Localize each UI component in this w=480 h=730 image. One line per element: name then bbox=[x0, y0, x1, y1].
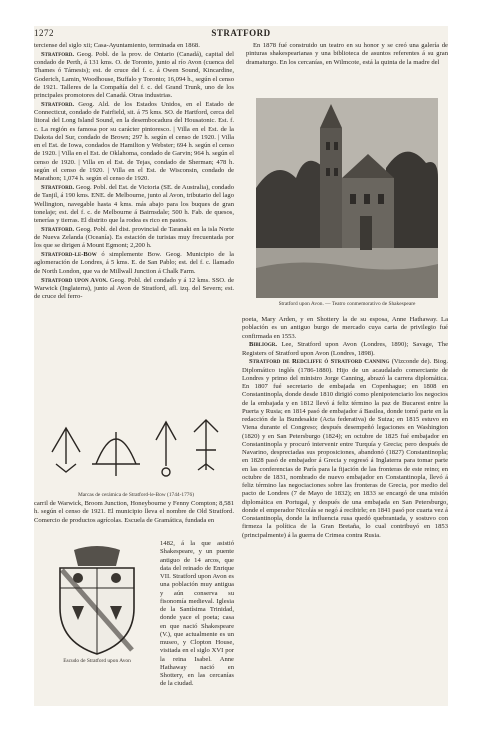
column-right-upper bbox=[246, 42, 448, 98]
entry-paragraph: poeta, Mary Arden, y en Shottery la de su esposa, Anne Hathaway. La población es un antiguo burgo de mercado cuya carta de privilegio fué confirmada en 1553. bbox=[242, 316, 448, 340]
column-left-narrow bbox=[160, 540, 234, 702]
theatre-photo bbox=[256, 98, 438, 298]
page-title: STRATFORD bbox=[211, 28, 271, 38]
entry-paragraph: En 1878 fué construido un teatro en su honor y se creó una galería de pinturas shakespearianas y una biblioteca de asuntos referentes á su gran dramaturgo. En los cercanías, en Wilmcote, está la quinta de la madre del bbox=[246, 42, 448, 66]
entry-paragraph: Stratford-le-Bow ó simplemente Bow. Geog. Municipio de la aglomeración de Londres, á 5 kms. E. de San Pablo; est. del f. c. llamado de North London, que va de Millwall Junction á Chalk Farm. bbox=[34, 251, 234, 275]
column-right-lower bbox=[242, 316, 448, 702]
encyclopedia-page bbox=[34, 26, 448, 706]
page-header bbox=[34, 28, 448, 40]
entry-paragraph: Bibliogr. Lee, Stratford upon Avon (Londres, 1890); Savage, The Registers of Stratford upon Avon (Londres, 1898). bbox=[242, 341, 448, 357]
page-number: 1272 bbox=[34, 28, 54, 38]
coat-of-arms-figure bbox=[52, 546, 142, 656]
entry-paragraph: Stratford. Geog. Pobl. del Est. de Victoria (SE. de Australia), condado de Tanjil, á 190 kms. ENE. de Melbourne, junto al Avon, tributario del lago Wellington, navegable hasta 4 kms. más abajo para los buques de gran tonelaje; est. del f. c. de Melbourne á Bairnsdale; 500 h. Fab. de quesos, tenerías y tierras. El distrito que la rodea es rico en pastos. bbox=[34, 184, 234, 225]
entry-paragraph: Stratford de Redcliffe ó Stratford Canning (Vizconde de). Biog. Diplomático inglés (1786-1880). Hijo de un acaudalado comerciante de Londres y primo del ministro Jorge Canning, abrazó la carrera diplomática. En 1807 fué secretario de embajada en Copenhague; en 1808 en Constantinopla, donde desde 1810 dirigió como plenipotenciario los negocios de la embajada y en 1812 llevó á feliz término la paz de Bucarest entre la Puerta y Rusia; en 1814 pasó de embajador á Basilea, donde tomó parte en la redacción de la Bundesakte (Acta federativa) de Suiza; en 1815 estuvo en Viena durante el Congreso; después desempeñó legaciones en Washington (1820) y en San Petersburgo (1824); en octubre de 1825 fué embajador en Constantinopla y procuró intervenir entre Turquía y Grecia; pero después de Navarino, despreciadas sus proposiciones, abandonó (1827) Constantinopla; en 1828 pasó de embajador á Grecia y regresó á Inglaterra para tomar parte en las conferencias de París para la fijación de las fronteras de este reino; en octubre de 1831, nombrado de nuevo embajador en Constantinopla, llevó á feliz término las negociaciones sobre las fronteras de Grecia, por medio del pacto de Londres (7 de Mayo de 1832); en 1833 se encargó de una misión diplomática en Portugal, y después de una embajada en San Petersburgo, donde el emperador Nicolás se negó á recibirle; en 1841 pasó por cuarta vez á Constantinopla, donde la influencia rusa quedó quebrantada, y sostuvo con firmeza la política de la Gran Bretaña, lo cual contribuyó en 1853 (principalmente) á la guerra de Crimea contra Rusia. bbox=[242, 358, 448, 539]
entry-paragraph: Stratford upon Avon. Geog. Pobl. del condado y á 12 kms. SSO. de Warwick (Inglaterra), junto al Avon de Stratford, afl. izq. del Severn; est. de cruce del ferro- bbox=[34, 276, 234, 301]
entry-paragraph: terciense del siglo xii; Casa-Ayuntamiento, terminada en 1868. bbox=[34, 42, 200, 49]
shield-caption: Escudo de Stratford upon Avon bbox=[63, 658, 131, 664]
entry-paragraph: Stratford. Geog. Pobl. de la prov. de Ontario (Canadá), capital del condado de Perth, á 131 kms. O. de Toronto, junto al río Avon (cuenca del Thames ó Támesis); est. de cruce del f. c. á Owen Sound, Kincardine, Goderich, Lamin, Woodhouse, Buffalo y Toronto; 16,094 h., según el censo de 1921. Talleres de la Compañía del f. c. del Grand Trunk, uno de los principales promotores del Canadá. Otras industrias. bbox=[34, 50, 234, 100]
entry-paragraph: Stratford. Geog. Ald. de los Estados Unidos, en el Estado de Connecticut, condado de Fairfield, sit. á 75 kms. SO. de Hartford, cerca del litoral del Long Island Sound, en la desembocadura del Housatonic. Est. f. c. La región es famosa por su carácter pintoresco. | Villa en el Est. de la Dakota del Sur, condado de Brown; 297 h. según el censo de 1920. | Villa en el Est. de Iowa, condados de Hamilton y Webster; 694 h. según el censo de 1920. | Villa en el Est. de Oklahoma, condado de Garvin; 964 h. según el censo de 1920. | Villa en el Est. de Tejas, condado de Sherman; 478 h. según el censo de 1920. | Villa en el Est. de Wisconsin, condado de Marathon; 1,074 h. según el censo de 1920. bbox=[34, 100, 234, 183]
entry-paragraph: Stratford. Geog. Pobl. del dist. provincial de Taranaki en la isla Norte de Nueva Zelanda (Oceanía). Es estación de turistas muy frecuentada por los que se dirigen á Mount Egmont; 2,200 h. bbox=[34, 225, 234, 250]
pottery-marks-figure bbox=[38, 410, 234, 490]
column-left-lower bbox=[34, 500, 234, 540]
marks-caption: Marcas de cerámica de Stratford-le-Bow (1744-1776) bbox=[77, 492, 194, 498]
entry-paragraph: carril de Warwick, Broom Junction, Honeybourne y Fenny Compton; 8,581 h. según el censo de 1921. El municipio lleva el nombre de Old Stratford. Comercio de productos agrícolas. Escuela de Gramática, fundada en bbox=[34, 500, 234, 524]
photo-caption: Stratford upon Avon. — Teatro conmemorativo de Shakespeare bbox=[278, 301, 416, 307]
entry-paragraph: 1482, á la que asistió Shakespeare, y un puente antiguo de 14 arcos, que data del reinado de Enrique VII. Stratford upon Avon es una población muy antigua y aún conserva su fisonomía medieval. Iglesia de la Santísima Trinidad, donde yace el poeta; casa en que nació Shakespeare (V.), que actualmente es un museo, y Clopton House, visitada en el siglo XVI por la reina Isabel. Anne Hathaway nació en Shottery, en las cercanías de la ciudad. bbox=[160, 540, 234, 688]
column-left-upper bbox=[34, 42, 234, 404]
